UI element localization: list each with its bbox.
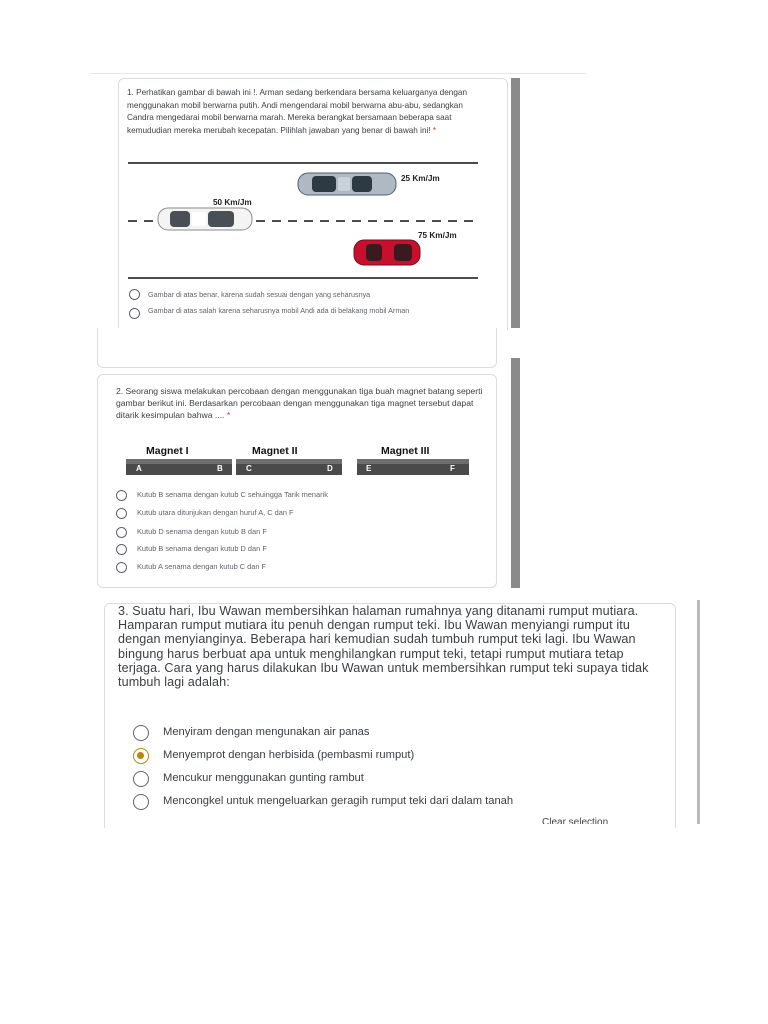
q2-option-1-label: Kutub B senama dengan kutub C sehuingga Tarik menarik — [137, 490, 328, 499]
white-car-speed: 50 Km/Jm — [213, 198, 252, 207]
radio-button[interactable] — [133, 725, 149, 741]
magnet-1-label: Magnet I — [146, 445, 189, 457]
grey-car-speed: 25 Km/Jm — [401, 174, 440, 183]
q3-option-3-label: Mencukur menggunakan gunting rambut — [163, 772, 364, 784]
q2-option-2-label: Kutub utara ditunjukan dengan huruf A, C dan F — [137, 508, 294, 517]
grey-car — [298, 173, 396, 195]
scrollbar-track[interactable] — [511, 358, 520, 588]
red-car — [354, 240, 420, 265]
pole-b: B — [217, 464, 223, 473]
radio-button[interactable] — [129, 289, 140, 300]
q3-option-1[interactable] — [133, 725, 369, 741]
pole-d: D — [327, 464, 333, 473]
pole-f: F — [450, 464, 455, 473]
red-car-speed: 75 Km/Jm — [418, 231, 457, 240]
q3-option-3[interactable] — [133, 771, 364, 787]
top-divider — [90, 73, 586, 74]
q2-option-5[interactable] — [116, 562, 266, 573]
radio-button[interactable] — [116, 490, 127, 501]
q2-option-5-label: Kutub A senama dengan kutub C dan F — [137, 562, 267, 571]
scrollbar-track[interactable] — [697, 600, 700, 824]
white-car — [158, 208, 252, 230]
q1-option-1[interactable] — [129, 289, 478, 300]
question-3-text: 3. Suatu hari, Ibu Wawan membersihkan halaman rumahnya yang ditanami rumput mutiara. Hamparan rumput mutiara itu penuh dengan rumput teki. Ibu Wawan menyiangi rumput itu dengan menyianginya. Beberapa hari kemudian sudah tumbuh rumput teki lagi. Ibu Wawan bingung harus berbuat apa untuk menghilangkan rumput teki, tetapi rumput mutiara tetap terjaga. Cara yang harus dilakukan Ibu Wawan untuk membersihkan rumput teki supaya tidak tumbuh lagi adalah: — [118, 604, 649, 690]
question-2-text: 2. Seorang siswa melakukan percobaan dengan menggunakan tiga buah magnet batang seperti gambar berikut ini. Berdasarkan percobaan dengan menggunakan tiga magnet tersebut dapat ditarik kesimpulan bahwa .... * — [116, 386, 483, 421]
radio-button[interactable] — [133, 794, 149, 810]
q2-option-3[interactable] — [116, 527, 267, 538]
required-mark: * — [226, 410, 231, 421]
question-1-text: 1. Perhatikan gambar di bawah ini !. Arman sedang berkendara bersama keluarganya dengan menggunakan mobil berwarna putih. Andi mengendarai mobil berwarna abu-abu, sedangkan Candra mengedarai mobil berwarna marah. Mereka berangkat bersamaan beberapa saat kemududian mereka merubah kecepatan. Pilihlah jawaban yang benar di bawah ini! * — [127, 88, 467, 135]
q1-option-2-label: Gambar di atas salah karena seharusnya mobil Andi ada di belakang mobil Arman — [148, 306, 410, 315]
magnet-2-label: Magnet II — [252, 445, 298, 457]
q3-option-4[interactable] — [133, 794, 513, 810]
magnet-3-label: Magnet III — [381, 445, 430, 457]
magnets-illustration — [124, 442, 472, 478]
q1-option-2[interactable] — [129, 305, 478, 319]
q3-option-4-label: Mencongkel untuk mengeluarkan geragih rumput teki dari dalam tanah — [163, 795, 514, 807]
pole-c: C — [246, 464, 252, 473]
required-mark: * — [432, 125, 437, 135]
q2-option-3-label: Kutub D senama dengan kutub B dan F — [137, 527, 267, 536]
radio-button-selected[interactable] — [133, 748, 149, 764]
q3-option-1-label: Menyiram dengan mengunakan air panas — [163, 726, 370, 738]
pole-a: A — [136, 464, 142, 473]
q3-option-2[interactable] — [133, 748, 414, 764]
radio-button[interactable] — [129, 308, 140, 319]
radio-button[interactable] — [116, 508, 127, 519]
q2-option-2[interactable] — [116, 508, 294, 519]
q3-option-2-label: Menyemprot dengan herbisida (pembasmi rumput) — [163, 749, 415, 761]
scrollbar-track[interactable] — [511, 78, 520, 328]
radio-button[interactable] — [116, 562, 127, 573]
clear-selection-link[interactable]: Clear selection — [542, 817, 609, 824]
road-illustration — [128, 160, 478, 282]
q1-option-1-label: Gambar di atas benar, karena sudah sesuai dengan yang seharusnya — [148, 290, 371, 299]
radio-button[interactable] — [133, 771, 149, 787]
q2-option-4-label: Kutub B senama dengan kutub D dan F — [137, 544, 267, 553]
radio-button[interactable] — [116, 527, 127, 538]
q2-option-1[interactable] — [116, 490, 328, 501]
q2-option-4[interactable] — [116, 544, 267, 555]
radio-button[interactable] — [116, 544, 127, 555]
pole-e: E — [366, 464, 372, 473]
question-1-card-bottom — [97, 328, 497, 368]
